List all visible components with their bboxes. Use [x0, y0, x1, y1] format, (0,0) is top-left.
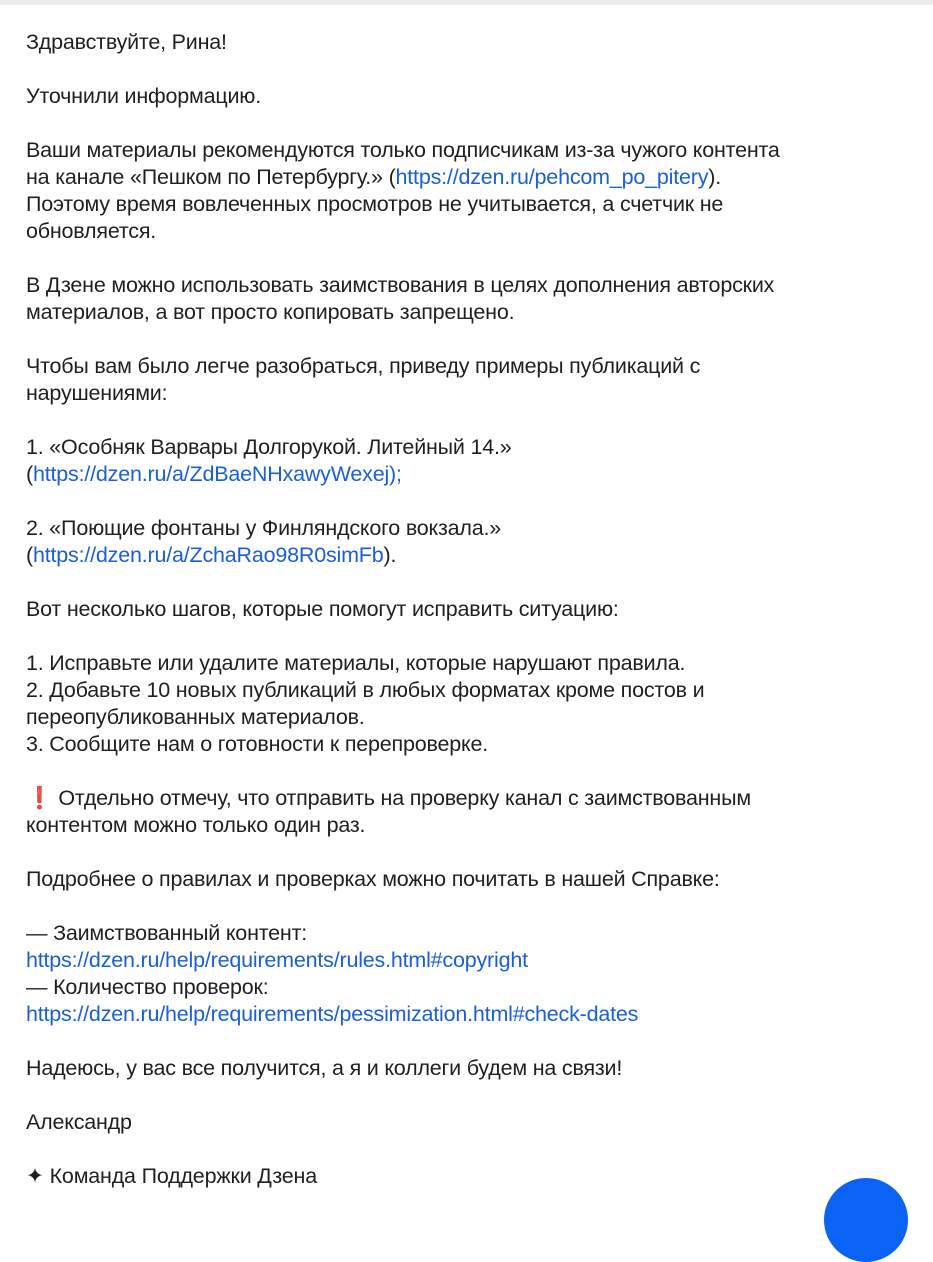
text-line: материалов, а вот просто копировать запрещено.: [26, 300, 515, 324]
sparkle-icon: ✦: [26, 1164, 44, 1188]
example-title: 2. «Поющие фонтаны у Финляндского вокзала.»: [26, 516, 502, 540]
help-label: — Количество проверок:: [26, 975, 269, 999]
example-item: [26, 515, 780, 569]
paragraph-reason: [26, 137, 780, 245]
text-punct: ).: [383, 543, 397, 567]
help-intro: Подробнее о правилах и проверках можно почитать в нашей Справке:: [26, 867, 720, 891]
text-punct: ).: [708, 165, 721, 189]
closing: Надеюсь, у вас все получится, а я и коллеги будем на связи!: [26, 1056, 623, 1080]
example-link[interactable]: https://dzen.ru/a/ZdBaeNHxawyWexej);: [32, 462, 402, 486]
text-line: Ваши материалы рекомендуются только подписчикам из-за чужого контента: [26, 138, 780, 162]
signature: Александр: [26, 1110, 132, 1134]
step-item: 3. Сообщите нам о готовности к перепроверке.: [26, 732, 488, 756]
top-divider: [0, 0, 933, 5]
text-line: Отдельно отмечу, что отправить на проверку канал с заимствованным: [58, 786, 751, 810]
example-link[interactable]: https://dzen.ru/a/ZchaRao98R0simFb: [32, 543, 384, 567]
greeting: Здравствуйте, Рина!: [26, 30, 227, 54]
step-item: переопубликованных материалов.: [26, 705, 365, 729]
warning-note: [26, 785, 780, 839]
channel-link[interactable]: https://dzen.ru/pehcom_po_pitery: [395, 165, 709, 189]
message-body: [26, 29, 780, 1217]
text-punct: (: [26, 462, 33, 486]
help-links: [26, 920, 780, 1028]
example-title: 1. «Особняк Варвары Долгорукой. Литейный 14.»: [26, 435, 512, 459]
text-punct: (: [26, 543, 33, 567]
step-item: 1. Исправьте или удалите материалы, которые нарушают правила.: [26, 651, 686, 675]
text-line: обновляется.: [26, 219, 157, 243]
text-line: В Дзене можно использовать заимствования в целях дополнения авторских: [26, 273, 775, 297]
step-item: 2. Добавьте 10 новых публикаций в любых форматах кроме постов и: [26, 678, 705, 702]
paragraph-rules: [26, 272, 780, 326]
text-line: контентом можно только один раз.: [26, 813, 366, 837]
team-name: Команда Поддержки Дзена: [49, 1164, 317, 1188]
text-line: Поэтому время вовлеченных просмотров не учитывается, а счетчик не: [26, 192, 724, 216]
exclamation-icon: ❗: [26, 786, 53, 810]
help-label: — Заимствованный контент:: [26, 921, 307, 945]
help-link-check-dates[interactable]: https://dzen.ru/help/requirements/pessimization.html#check-dates: [26, 1002, 639, 1026]
steps-list: [26, 650, 780, 758]
text-line: нарушениями:: [26, 381, 168, 405]
text-line: на канале «Пешком по Петербургу.» (: [26, 165, 396, 189]
text-line: Чтобы вам было легче разобраться, приведу примеры публикаций с: [26, 354, 701, 378]
floating-action-button[interactable]: [824, 1178, 908, 1262]
paragraph-info: Уточнили информацию.: [26, 84, 262, 108]
help-link-copyright[interactable]: https://dzen.ru/help/requirements/rules.html#copyright: [26, 948, 528, 972]
steps-intro: Вот несколько шагов, которые помогут исправить ситуацию:: [26, 597, 619, 621]
paragraph-examples-intro: [26, 353, 780, 407]
example-item: [26, 434, 780, 488]
